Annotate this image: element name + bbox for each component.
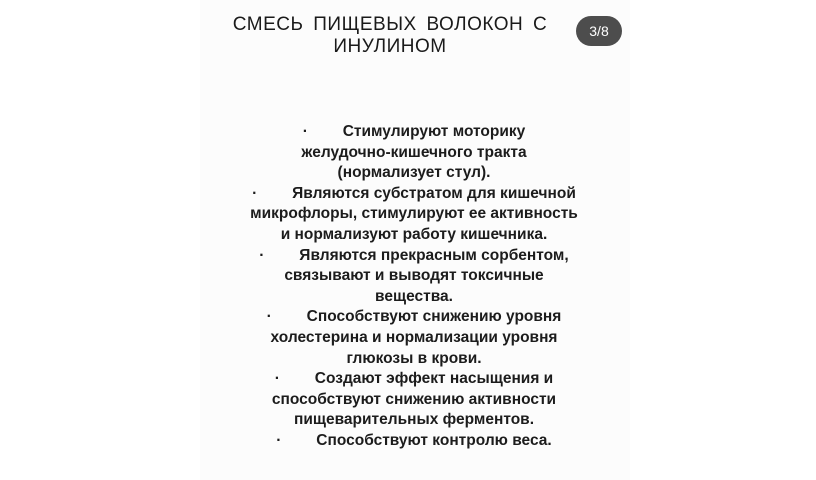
- bullet-dot-icon: ·: [252, 184, 258, 202]
- bullet-dot-icon: ·: [266, 308, 272, 326]
- bullet-dot-icon: ·: [259, 246, 265, 264]
- list-item: [235, 431, 593, 452]
- bullet-dot-icon: ·: [276, 431, 282, 449]
- bullet-dot-icon: ·: [302, 123, 308, 140]
- list-item-text: Являются прекрасным сорбентом, связывают и выводят токсичные вещества.: [284, 246, 569, 305]
- list-item: [235, 246, 593, 308]
- bullet-dot-icon: ·: [274, 370, 280, 388]
- list-item-text: Способствуют снижению уровня холестерина и нормализации уровня глюкозы в крови.: [270, 308, 562, 367]
- list-item: [235, 184, 593, 246]
- list-item-text: Стимулируют моторику желудочно-кишечного тракта (нормализует стул).: [301, 123, 527, 182]
- list-item: [235, 122, 593, 184]
- list-item-text: Способствуют контролю веса.: [316, 431, 552, 449]
- list-item: [235, 369, 593, 431]
- list-item-text: Являются субстратом для кишечной микрофлоры, стимулируют ее активность и нормализуют работу кишечника.: [250, 184, 578, 243]
- page-indicator-badge: 3/8: [576, 16, 622, 46]
- page-title: СМЕСЬ ПИЩЕВЫХ ВОЛОКОН С ИНУЛИНОМ: [232, 14, 548, 57]
- list-item-text: Создают эффект насыщения и способствуют снижению активности пищеварительных ферментов.: [271, 370, 557, 429]
- benefits-list: [235, 122, 593, 452]
- list-item: [235, 307, 593, 369]
